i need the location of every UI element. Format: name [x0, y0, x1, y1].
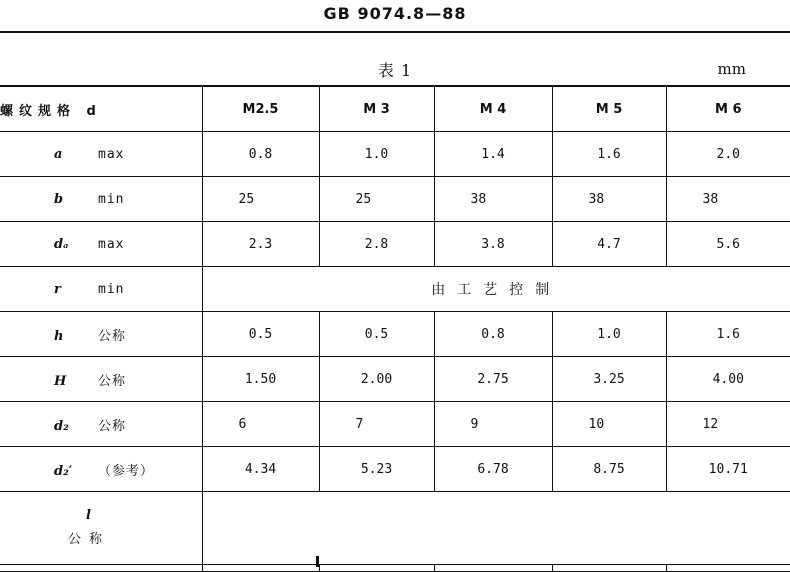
- table-cell: 25: [319, 177, 434, 222]
- table-row: [0, 357, 790, 402]
- table-cell: 3.8: [434, 222, 552, 267]
- table-cell: 2.0: [666, 132, 790, 177]
- table-cell: 1.50: [202, 357, 319, 402]
- header-size: M 5: [552, 86, 666, 132]
- stub-cell: [202, 565, 319, 572]
- param-symbol: h: [54, 328, 64, 344]
- table-cell: 8.75: [552, 447, 666, 492]
- header-size: M 3: [319, 86, 434, 132]
- param-qualifier: max: [98, 146, 125, 162]
- row-param: [0, 447, 202, 492]
- stub-cell: [552, 565, 666, 572]
- header-rule: [0, 31, 790, 33]
- table-cell: 4.00: [666, 357, 790, 402]
- column-divider-mark: [316, 556, 319, 567]
- row-param: [0, 312, 202, 357]
- table-cell: 10.71: [666, 447, 790, 492]
- table-cell: 5.23: [319, 447, 434, 492]
- table-cell: 3.25: [552, 357, 666, 402]
- table-cell: 1.4: [434, 132, 552, 177]
- table-cell: 0.5: [319, 312, 434, 357]
- param-qualifier: max: [98, 236, 125, 252]
- header-size: M 6: [666, 86, 790, 132]
- param-symbol: a: [54, 146, 63, 162]
- param-qualifier: 公称: [68, 532, 111, 547]
- table-header-row: [0, 86, 790, 132]
- table-cell: 0.8: [202, 132, 319, 177]
- blank-cell: [202, 492, 790, 565]
- table-cell: 9: [434, 402, 552, 447]
- table-cell: 0.8: [434, 312, 552, 357]
- row-param: [0, 132, 202, 177]
- table-cell: 1.6: [552, 132, 666, 177]
- param-symbol: H: [54, 373, 67, 389]
- stub-cell: [319, 565, 434, 572]
- table-row-stub: [0, 565, 790, 572]
- table-row: [0, 312, 790, 357]
- param-symbol: d₂: [54, 418, 69, 434]
- row-param: [0, 222, 202, 267]
- header-size: M 4: [434, 86, 552, 132]
- merged-cell: 由工艺控制: [202, 267, 790, 312]
- standard-number: GB 9074.8—88: [323, 4, 467, 23]
- table-cell: 0.5: [202, 312, 319, 357]
- param-symbol: l: [86, 508, 91, 523]
- row-param: [0, 267, 202, 312]
- table-cell: 5.6: [666, 222, 790, 267]
- table-cell: 2.75: [434, 357, 552, 402]
- row-param: [0, 402, 202, 447]
- row-param: [0, 357, 202, 402]
- row-param: [0, 492, 202, 565]
- param-qualifier: 公称: [98, 328, 127, 344]
- table-cell: 12: [666, 402, 790, 447]
- header-param-label: 螺纹规格 d: [0, 86, 202, 132]
- table-cell: 4.34: [202, 447, 319, 492]
- dimension-table: [0, 85, 790, 572]
- param-symbol: dₐ: [54, 236, 69, 252]
- table-cell: 2.00: [319, 357, 434, 402]
- param-symbol: d₂′: [54, 463, 73, 479]
- header-size: M2.5: [202, 86, 319, 132]
- table-row: [0, 132, 790, 177]
- table-row: [0, 177, 790, 222]
- table-row-length: [0, 492, 790, 565]
- table-cell: 2.3: [202, 222, 319, 267]
- table-cell: 25: [202, 177, 319, 222]
- table-cell: 38: [434, 177, 552, 222]
- table-row: [0, 447, 790, 492]
- table-row: [0, 267, 790, 312]
- unit-label: mm: [717, 60, 746, 78]
- param-qualifier: 公称: [98, 373, 127, 389]
- table-cell: 38: [666, 177, 790, 222]
- table-cell: 4.7: [552, 222, 666, 267]
- table-cell: 7: [319, 402, 434, 447]
- param-symbol: r: [54, 281, 61, 297]
- param-qualifier: min: [98, 191, 125, 207]
- row-param: [0, 177, 202, 222]
- table-cell: 2.8: [319, 222, 434, 267]
- table-row: [0, 402, 790, 447]
- page-header: [0, 0, 790, 30]
- table-row: [0, 222, 790, 267]
- stub-cell: [434, 565, 552, 572]
- param-qualifier: 公称: [98, 418, 127, 434]
- table-cell: 1.0: [319, 132, 434, 177]
- param-symbol: b: [54, 191, 64, 207]
- param-qualifier: min: [98, 281, 125, 297]
- stub-cell: [0, 565, 202, 572]
- stub-cell: [666, 565, 790, 572]
- table-cell: 6.78: [434, 447, 552, 492]
- table-cell: 1.0: [552, 312, 666, 357]
- table-cell: 10: [552, 402, 666, 447]
- table-cell: 6: [202, 402, 319, 447]
- table-cell: 38: [552, 177, 666, 222]
- table-cell: 1.6: [666, 312, 790, 357]
- table-title: 表 1: [377, 61, 413, 80]
- param-qualifier: （参考）: [98, 463, 155, 479]
